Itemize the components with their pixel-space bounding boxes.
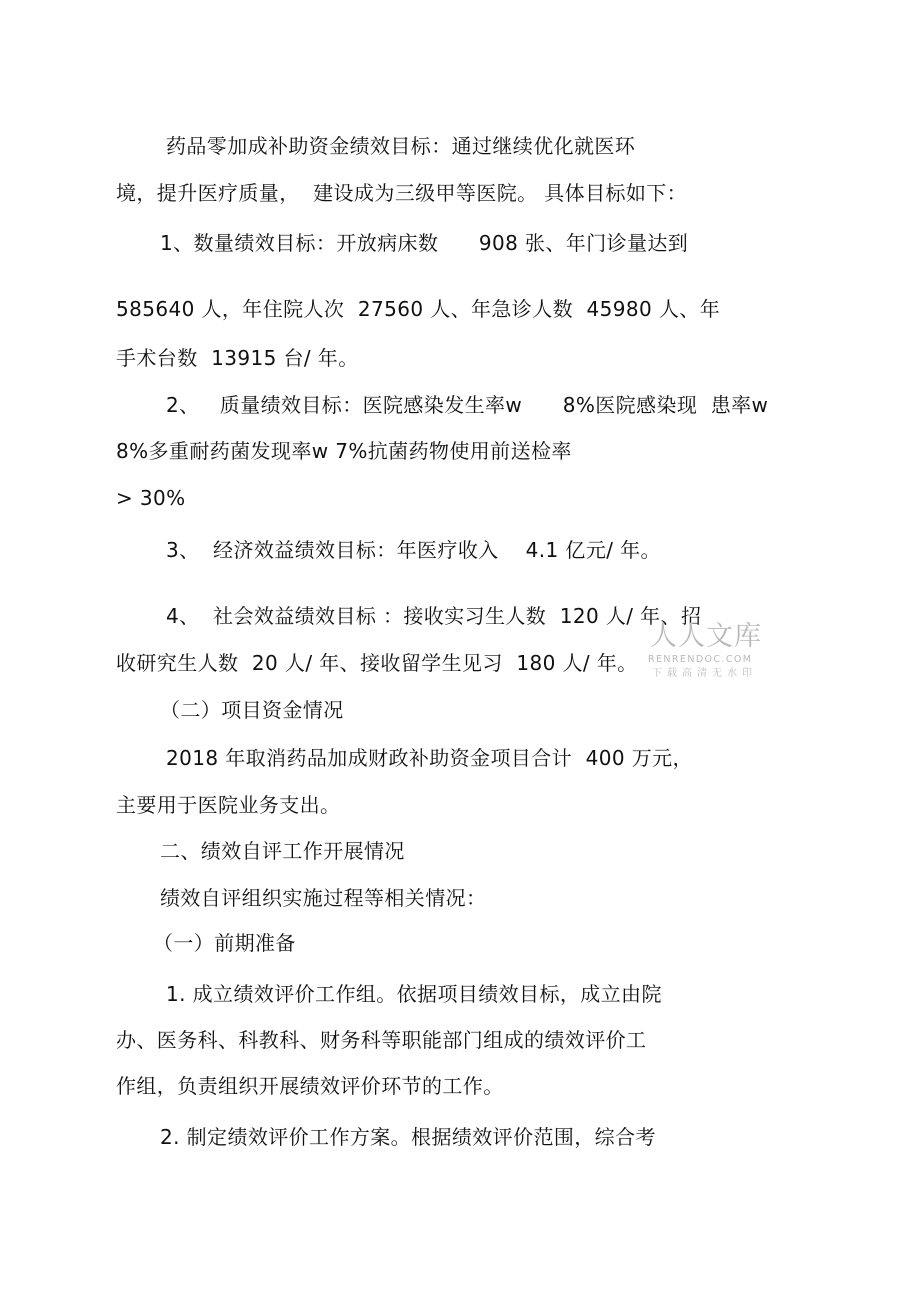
paragraph-line: 3、 经济效益绩效目标：年医疗收入 4.1 亿元/ 年。: [166, 538, 661, 562]
paragraph-line: 主要用于医院业务支出。: [116, 793, 341, 817]
section-heading: 二、绩效自评工作开展情况: [160, 839, 405, 863]
paragraph-line: 境，提升医疗质量， 建设成为三级甲等医院。 具体目标如下：: [116, 181, 688, 205]
watermark-subtitle: 下载高清无水印: [652, 668, 757, 679]
watermark-title: 人人文库: [650, 621, 762, 652]
section-heading: （一）前期准备: [153, 931, 296, 955]
watermark-logo: [646, 622, 776, 684]
paragraph-line: 办、医务科、科教科、财务科等职能部门组成的绩效评价工: [116, 1028, 647, 1052]
paragraph-line: 585640 人，年住院人次 27560 人、年急诊人数 45980 人、年: [116, 297, 721, 321]
paragraph-line: 收研究生人数 20 人/ 年、接收留学生见习 180 人/ 年。: [116, 651, 638, 675]
paragraph-line: 1. 成立绩效评价工作组。依据项目绩效目标，成立由院: [166, 982, 662, 1006]
section-heading: （二）项目资金情况: [160, 698, 344, 722]
paragraph-line: 绩效自评组织实施过程等相关情况：: [160, 886, 487, 910]
paragraph-line: > 30%: [116, 486, 186, 510]
paragraph-line: 药品零加成补助资金绩效目标：通过继续优化就医环: [166, 134, 636, 158]
paragraph-line: 1、数量绩效目标：开放病床数 908 张、年门诊量达到: [160, 231, 689, 255]
paragraph-line: 2018 年取消药品加成财政补助资金项目合计 400 万元，: [166, 746, 693, 770]
watermark-domain: RENRENDOC.COM: [648, 654, 753, 665]
paragraph-line: 8%多重耐药菌发现率w 7%抗菌药物使用前送检率: [116, 439, 572, 463]
paragraph-line: 作组，负责组织开展绩效评价环节的工作。: [116, 1074, 504, 1098]
paragraph-line: 手术台数 13915 台/ 年。: [116, 346, 359, 370]
paragraph-line: 4、 社会效益绩效目标 ：接收实习生人数 120 人/ 年、招: [166, 604, 702, 628]
paragraph-line: 2. 制定绩效评价工作方案。根据绩效评价范围，综合考: [160, 1125, 656, 1149]
paragraph-line: 2、 质量绩效目标：医院感染发生率w 8%医院感染现 患率w: [166, 393, 769, 417]
